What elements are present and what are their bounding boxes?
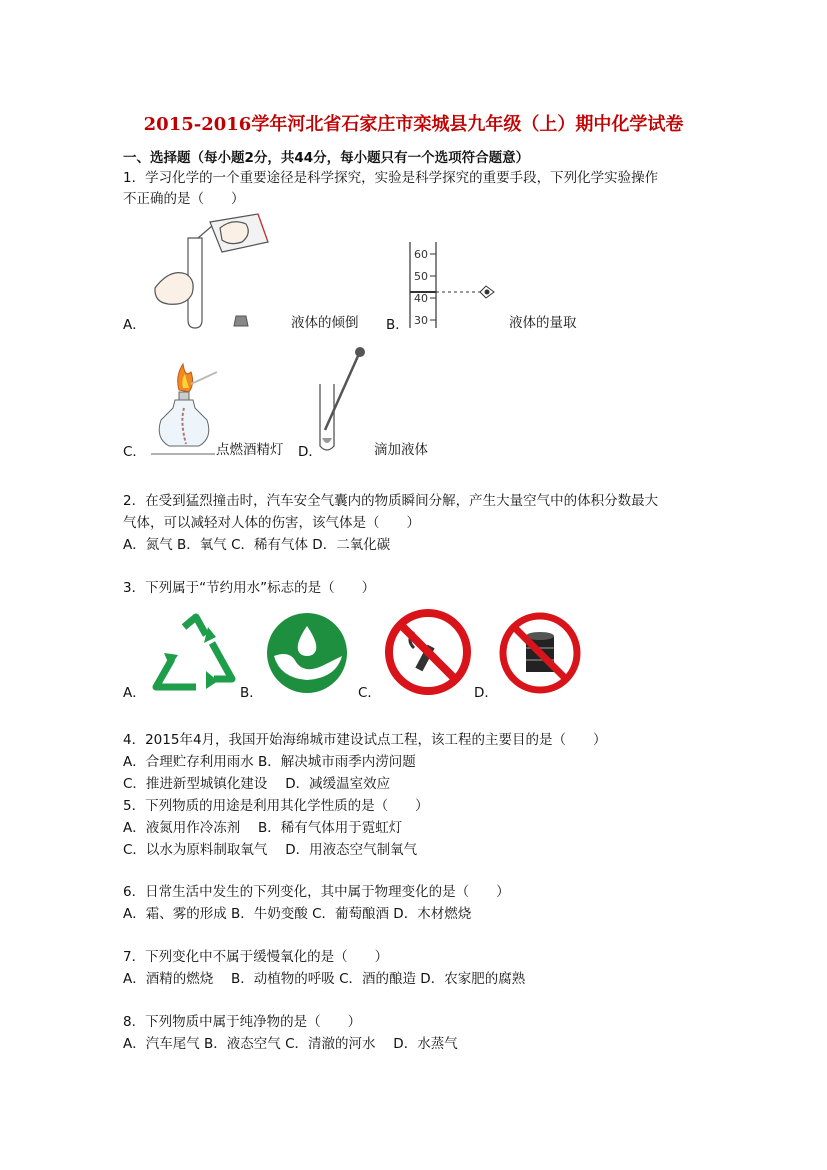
cylinder-reading-figure [400,236,510,336]
cylinder-tick-40: 40 [414,292,428,305]
cylinder-tick-30: 30 [414,314,428,327]
q7-stem: 7．下列变化中不属于缓慢氧化的是（ ） [123,949,389,965]
q8-stem: 8．下列物质中属于纯净物的是（ ） [123,1014,362,1030]
q4-options-line2: C．推进新型城镇化建设 D．减缓温室效应 [123,776,391,792]
q1-option-c-letter: C． [123,444,146,460]
q1-option-d-letter: D． [298,444,322,460]
q1-option-b-letter: B． [386,317,409,333]
page-title: 2015-2016学年河北省石家庄市栾城县九年级（上）期中化学试卷 [143,114,684,135]
section-heading: 一、选择题（每小题2分，共44分，每小题只有一个选项符合题意） [123,150,530,166]
q3-option-d-letter: D． [474,685,498,701]
q1-option-b-caption: 液体的量取 [509,315,577,331]
q6-stem: 6．日常生活中发生的下列变化，其中属于物理变化的是（ ） [123,884,510,900]
q2-stem-line2: 气体，可以减轻对人体的伤害，该气体是（ ） [123,515,420,531]
alcohol-lamp-figure [145,362,220,460]
q3-option-b-letter: B． [240,685,263,701]
no-smoking-icon [384,608,472,696]
q1-stem-line1: 1．学习化学的一个重要途径是科学探究，实验是科学探究的重要手段，下列化学实验操作 [123,170,659,186]
q1-option-d-caption: 滴加液体 [374,442,428,458]
q1-option-a-caption: 液体的倾倒 [291,315,359,331]
q4-options-line1: A．合理贮存利用雨水 B．解决城市雨季内涝问题 [123,754,416,770]
q7-options: A．酒精的燃烧 B．动植物的呼吸 C．酒的酿造 D．农家肥的腐熟 [123,971,526,987]
water-saving-icon [266,612,348,694]
q6-options: A．霜、雾的形成 B．牛奶变酸 C．葡萄酿酒 D．木材燃烧 [123,906,472,922]
q2-stem-line1: 2．在受到猛烈撞击时，汽车安全气囊内的物质瞬间分解，产生大量空气中的体积分数最大 [123,493,659,509]
cylinder-tick-60: 60 [414,248,428,261]
q1-stem-line2: 不正确的是（ ） [123,191,245,207]
q3-option-a-letter: A． [123,685,146,701]
cylinder-tick-50: 50 [414,270,428,283]
q4-stem: 4．2015年4月，我国开始海绵城市建设试点工程，该工程的主要目的是（ ） [123,732,607,748]
q5-stem: 5．下列物质的用途是利用其化学性质的是（ ） [123,798,429,814]
q3-stem: 3．下列属于“节约用水”标志的是（ ） [123,580,376,596]
q3-option-c-letter: C． [358,685,381,701]
q8-options: A．汽车尾气 B．液态空气 C．清澈的河水 D．水蒸气 [123,1036,458,1052]
q2-options: A．氮气 B．氧气 C．稀有气体 D．二氧化碳 [123,537,391,553]
q1-option-c-caption: 点燃酒精灯 [216,442,284,458]
pouring-liquid-figure [140,212,290,332]
q5-options-line1: A．液氮用作冷冻剂 B．稀有气体用于霓虹灯 [123,820,403,836]
recycle-icon [148,613,240,695]
no-oil-drum-icon [499,612,581,694]
q1-option-a-letter: A． [123,317,146,333]
q5-options-line2: C．以水为原料制取氧气 D．用液态空气制氧气 [123,842,418,858]
